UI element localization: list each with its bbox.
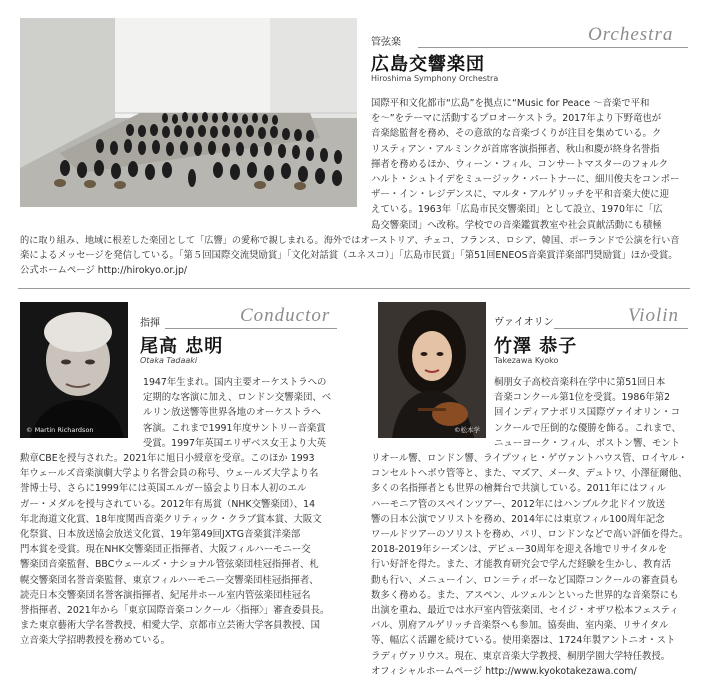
orchestra-stage-image — [20, 18, 357, 207]
bio-line: 等、幅広く活躍を続けている。使用楽器は、1724年製アントニオ・スト — [371, 635, 676, 647]
bio-line: 音楽総監督を務め、その意欲的な音楽づくりが注目を集めている。ク — [371, 128, 662, 140]
bio-line: 勲章CBEを授与された。2021年に旭日小綬章を受章。このほか 1993 — [20, 453, 315, 464]
bio-line: 響の日本公演でソリストを務め、2014年には東京フィル100周年記念 — [371, 513, 665, 525]
orchestra-header-rule — [418, 47, 688, 48]
bio-line: ハーモニア管のスペインツアー、2012年にはハンブルク北ドイツ放送 — [371, 498, 666, 510]
bio-line: コンセルトヘボウ管等と、また、マズア、メータ、デュトワ、小澤征爾他、 — [371, 468, 688, 480]
violinist-photo-credit: ©松本学 — [454, 426, 480, 434]
bio-line: 回インディアナポリス国際ヴァイオリン・コ — [494, 407, 681, 419]
bio-line: ザー・イン・レジデンスに、マルタ・アルゲリッチを平和音楽大使に迎 — [371, 189, 669, 201]
violinist-label-en: Violin — [628, 305, 680, 326]
bio-line: また東京藝術大学名誉教授、相愛大学、京都市立芸術大学客員教授、国 — [20, 620, 321, 632]
bio-line: バル、別府アルゲリッチ音楽祭へも参加。協奏曲、室内楽、リサイタル — [371, 620, 669, 632]
bio-line: 年ウェールズ音楽演劇大学より名誉会員の称号、ウェールズ大学より名 — [20, 468, 319, 480]
violinist-bio-top — [494, 375, 694, 451]
bio-line: えている。1963年「広島市民交響楽団」として設立、1970年に「広 — [371, 204, 663, 216]
conductor-photo — [20, 302, 128, 438]
violinist-homepage-link[interactable]: オフィシャルホームページ http://www.kyokotakezawa.com/ — [371, 665, 637, 677]
violinist-category: ヴァイオリン — [494, 317, 554, 328]
bio-line: 1947年生まれ。国内主要オーケストラへの — [143, 377, 327, 388]
bio-line: 門本賞を受賞。現在NHK交響楽団正指揮者、大阪フィルハーモニー交 — [20, 544, 311, 556]
bio-line: ニューヨーク・フィル、ボストン響、モント — [494, 437, 680, 449]
bio-line: 立音楽大学招聘教授を務めている。 — [20, 635, 171, 647]
violinist-name: 竹澤 恭子 — [494, 336, 578, 357]
violinist-photo — [378, 302, 486, 438]
bio-line: 定期的な客演に加え、ロンドン交響楽団、ベ — [143, 392, 332, 404]
bio-line: 数多く務める。また、アスペン、ルツェルンといった世界的な音楽祭にも — [371, 589, 679, 601]
bio-line: 桐朋女子高校音楽科在学中に第51回日本 — [494, 377, 666, 388]
bio-line: 多くの名指揮者とも世界の檜舞台で共演している。2011年にはフィル — [371, 483, 666, 495]
bio-line: 行い好評を得た。また、才能教育研究会で学んだ経験を生かし、教育活 — [371, 559, 672, 571]
bio-line: ガー・メダルを授与されている。2012年有馬賞（NHK交響楽団）、14 — [20, 498, 316, 510]
bio-line: 響楽団音楽監督、BBCウェールズ・ナショナル管弦楽団桂冠指揮者、札 — [20, 559, 319, 571]
orchestra-bio-top — [371, 96, 691, 233]
bio-line: 受賞。1997年英国エリザベス女王より大英 — [143, 437, 327, 449]
violinist-bio-bottom — [371, 451, 693, 679]
conductor-photo-credit: © Martin Richardson — [26, 426, 94, 434]
bio-line: 幌交響楽団名誉音楽監督、東京フィルハーモニー交響楽団桂冠指揮者、 — [20, 574, 319, 586]
bio-line: ハルト・シュトイデをミュージック・パートナーに、細川俊夫をコンポー — [371, 174, 680, 186]
conductor-bio-bottom — [20, 451, 345, 649]
bio-line: を～”をテーマに活動するプロオーケストラ。2017年より下野竜也が — [371, 113, 662, 125]
conductor-bio-top — [143, 375, 343, 451]
orchestra-bio-bottom — [20, 233, 692, 279]
conductor-category: 指揮 — [140, 318, 160, 329]
orchestra-homepage-link[interactable]: 公式ホームページ http://hirokyo.or.jp/ — [20, 265, 188, 277]
conductor-label-en: Conductor — [240, 305, 331, 326]
bio-line: 誉指揮者、2021年から「東京国際音楽コンクール〈指揮〉」審査委員長。 — [20, 605, 330, 617]
bio-line: ラディヴァリウス。現在、東京音楽大学教授、桐朋学園大学特任教授。 — [371, 650, 671, 662]
conductor-name-roman: Otaka Tadaaki — [140, 356, 198, 365]
bio-line: 島交響楽団」へ改称。学校での音楽鑑賞教室や社会貢献活動にも積極 — [371, 219, 662, 231]
bio-line: 年北海道文化賞、18年度関西音楽クリティック・クラブ賞本賞、大阪文 — [20, 513, 322, 525]
orchestra-name: 広島交響楽団 — [371, 54, 485, 75]
bio-line: 楽によるメッセージを発信している。「第５回国際交流奨励賞」「文化対話賞（ユネスコ）」「広島市民賞」「第51回ENEOS音楽賞洋楽部門奨励賞」ほか受賞。 — [20, 250, 678, 262]
bio-line: 化祭賞、日本放送協会放送文化賞、19年第49回JXTG音楽賞洋楽部 — [20, 529, 301, 541]
bio-line: ルリン放送響等世界各地のオーケストラへ — [143, 407, 321, 419]
violinist-name-roman: Takezawa Kyoko — [494, 356, 559, 365]
bio-line: 揮者を務めるほか、ウィーン・フィル、コンサートマスターのフォルク — [371, 158, 669, 170]
bio-line: ンクールで圧倒的な優勝を飾る。これまで、 — [494, 422, 681, 434]
conductor-name: 尾高 忠明 — [140, 336, 224, 357]
bio-line: 読売日本交響楽団名誉客演指揮者、紀尾井ホール室内管弦楽団桂冠名 — [20, 589, 311, 601]
bio-line: 国際平和文化都市“広島”を拠点に“Music for Peace ～音楽で平和 — [371, 98, 650, 109]
bio-line: リスティアン・アルミンクが首席客演指揮者、秋山和慶が終身名誉指 — [371, 143, 660, 155]
bio-line: 客演。これまで1991年度サントリー音楽賞 — [143, 422, 326, 434]
bio-line: リオール響、ロンドン響、ライプツィヒ・ゲヴァントハウス管、ロイヤル・ — [371, 453, 688, 464]
violinist-header-rule — [554, 328, 688, 329]
bio-line: 動も行い、メニューイン、ロン＝ティボーなど国際コンクールの審査員も — [371, 574, 679, 586]
bio-line: 2018-2019年シーズンは、デビュー30周年を迎え各地でリサイタルを — [371, 544, 668, 556]
bio-line: ワールドツアーのソリストを務め、パリ、ロンドンなどで高い評価を得た。 — [371, 529, 689, 541]
bio-line: 誉博士号、さらに1999年には英国エルガー協会より日本人初のエル — [20, 483, 307, 495]
bio-line: 音楽コンクール第1位を受賞。1986年第2 — [494, 392, 671, 404]
bio-line: 的に取り組み、地域に根差した楽団として「広響」の愛称で親しまれる。海外ではオーストリア、チェコ、フランス、ロシア、韓国、ポーランドで公演を行い音 — [20, 235, 680, 246]
orchestra-name-roman: Hiroshima Symphony Orchestra — [371, 74, 499, 83]
orchestra-photo — [20, 18, 357, 207]
conductor-header-rule — [165, 328, 337, 329]
bio-line: 出演を重ね、最近では水戸室内管弦楽団、セイジ・オザワ松本フェスティ — [371, 605, 679, 617]
violinist-portrait — [378, 302, 486, 438]
orchestra-label-en: Orchestra — [588, 24, 674, 45]
conductor-portrait — [20, 302, 128, 438]
orchestra-category: 管弦楽 — [371, 37, 401, 48]
section-divider — [18, 288, 690, 289]
